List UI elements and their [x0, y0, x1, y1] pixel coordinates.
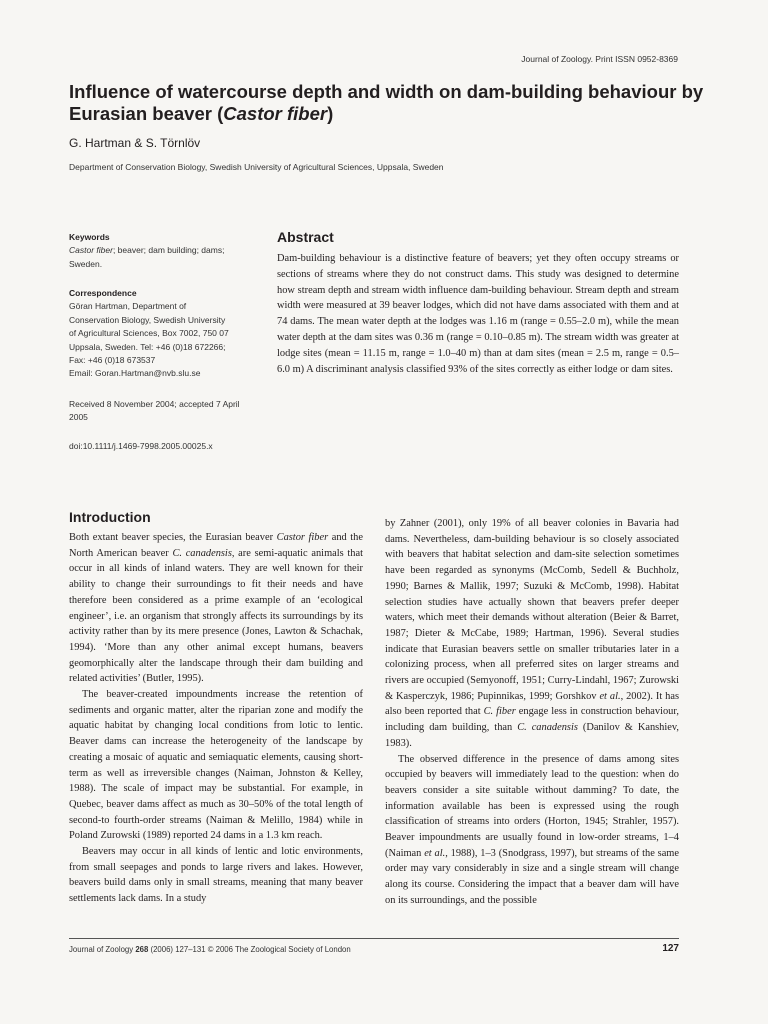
footer-journal: Journal of Zoology	[69, 945, 136, 954]
correspondence-block	[69, 287, 254, 381]
text-run: The observed difference in the presence of dams among sites occupied by beavers will immediately lead to the question: when do beavers consider a site suitable without damming? To date, the information available has been is expressed using the rough classification of streams into orders (Horton, 1945; Strahler, 1957). Beaver impoundments are usually found in low-order streams, 1–4 (Naiman	[385, 753, 679, 859]
correspondence-line: Göran Hartman, Department of	[69, 301, 187, 312]
text-run: (Danilov & Kanshiev, 1983).	[385, 722, 679, 749]
received-dates: Received 8 November 2004; accepted 7 April 2005	[69, 399, 240, 423]
text-run: , are semi-aquatic animals that occur in all kinds of inland waters. They are well known for their ability to change their surroundings to fit their needs and have therefore been considered as a prime example of an ‘ecological engineer’, i.e. an organism that strongly affects its surroundings by its activity rather than by its mere presence (Jones, Lawton & Schachak, 1994). ‘More than any other animal except humans, beavers geomorphically alter the landscape through their dam building and related activities’ (Butler, 1995).	[69, 547, 363, 685]
keywords-rest: ; beaver; dam building; dams; Sweden.	[69, 245, 225, 269]
text-run: Both extant beaver species, the Eurasian beaver	[69, 532, 277, 543]
correspondence-heading: Correspondence	[69, 288, 137, 298]
abstract-heading: Abstract	[277, 229, 334, 245]
correspondence-line: Uppsala, Sweden. Tel: +46 (0)18 672266;	[69, 341, 226, 352]
body-column-left	[69, 530, 363, 907]
correspondence-line: Fax: +46 (0)18 673537	[69, 355, 156, 366]
keywords-species: Castor fiber	[69, 245, 113, 256]
paper-title	[69, 81, 709, 125]
title-close: )	[327, 103, 334, 124]
text-run: and the North American beaver	[69, 532, 363, 559]
paragraph	[385, 516, 679, 752]
keywords-heading: Keywords	[69, 232, 110, 242]
italic-text: et al.	[424, 847, 446, 859]
journal-header: Journal of Zoology. Print ISSN 0952-8369	[521, 54, 678, 64]
paragraph: Beavers may occur in all kinds of lentic and lotic environments, from small seepages and ponds to large rivers and lakes. However, beavers build dams only in small streams, meaning that many beaver settlements lack dams. In a study	[69, 846, 363, 905]
affiliation: Department of Conservation Biology, Swedish University of Agricultural Sciences, Uppsala, Sweden	[69, 162, 444, 172]
footer-divider	[69, 938, 679, 939]
keywords-block	[69, 231, 254, 271]
species-name: C. canadensis	[172, 547, 232, 559]
species-name: C. fiber	[483, 706, 516, 718]
introduction-heading: Introduction	[69, 509, 151, 525]
paragraph	[69, 530, 363, 687]
abstract-text: Dam-building behaviour is a distinctive feature of beavers; yet they often occupy streams or sections of streams where they do not construct dams. This study was designed to determine how stream depth and stream width influence dam-building behaviour. Stream depth and stream width were measured at 39 beaver lodges, which did not have dams associated with them and at 74 dams. The mean water depth at the lodges was 1.16 m (range = 0.55–2.0 m), while the mean water depth at the dam sites was 0.36 m (range = 0.10–0.85 m). The stream width was greater at lodge sites (mean = 11.15 m, range = 1.0–40 m) than at dam sites (mean = 2.5 m, range = 0.5–6.0 m) A discriminant analysis classified 93% of the sites correctly as either lodge or dam sites.	[277, 253, 679, 375]
species-name: C. canadensis	[517, 722, 578, 734]
text-run: engage less in construction behaviour, including dam building, than	[385, 706, 679, 734]
text-run: , 1988), 1–3 (Snodgrass, 1997), but streams of the same order may vary considerably in size and a single stream will change along its course. Considering the impact that a beaver dam will have on its surroundings, and the possible	[385, 847, 679, 906]
species-name: Castor fiber	[276, 532, 329, 543]
authors: G. Hartman & S. Törnlöv	[69, 136, 201, 150]
body-column-right	[385, 516, 679, 909]
paragraph: The beaver-created impoundments increase the retention of sediments and organic matter, alter the riparian zone and modify the aquatic habitat by changing local conditions from lotic to lentic. Beaver dams can increase the heterogeneity of the landscape by creating a mosaic of aquatic and semiaquatic elements, causing short-term as well as irreversible changes (Naiman, Johnston & Kelley, 1988). The scale of impact may be substantial. For example, in Quebec, beaver dams affect as much as 30–50% of the total length of second-to fourth-order streams (Naiman & Melillo, 1984) while in Poland Zurowski (1989) reported 24 dams in a 1.3 km reach.	[69, 689, 363, 842]
email-link[interactable]: Email: Goran.Hartman@nvb.slu.se	[69, 368, 201, 379]
keywords-text	[69, 244, 254, 271]
italic-text: et al.	[599, 690, 621, 702]
correspondence-line: Conservation Biology, Swedish University	[69, 314, 226, 325]
footer-volume: 268	[135, 945, 149, 954]
title-species: Castor fiber	[223, 103, 328, 124]
title-main: Influence of watercourse depth and width on dam-building behaviour by Eurasian beaver (	[69, 81, 704, 124]
correspondence-line: of Agricultural Sciences, Box 7002, 750 07	[69, 328, 229, 339]
page-number: 127	[662, 943, 679, 954]
text-run: by Zahner (2001), only 19% of all beaver colonies in Bavaria had dams. Nevertheless, dam-building behaviour is so closely associated with beavers that habitat selection and dam-site selection sometimes have been regarded as synonyms (McComb, Sedell & Buchholz, 1990; Barnes & Mallik, 1997; Suzuki & McComb, 1998). Habitat selection studies have actually shown that beavers prefer deeper waters, which meet their demands without alteration (Beier & Barret, 1987; Dieter & McCabe, 1989; Hartman, 1996). Several studies indicate that Eurasian beavers settle on smaller tributaries later in a colonizing process, when all preferred sites on larger streams and rivers are occupied (Semyonoff, 1951; Curry-Lindahl, 1967; Zurowski & Kasperczyk, 1986; Pupinnikas, 1999; Gorshkov	[385, 518, 679, 702]
paragraph	[385, 752, 679, 909]
footer-citation	[69, 945, 351, 954]
footer-copyright: (2006) 127–131 © 2006 The Zoological Society of London	[148, 945, 351, 954]
text-run: , 2002). It has also been reported that	[385, 690, 679, 718]
doi-link[interactable]: doi:10.1111/j.1469-7998.2005.00025.x	[69, 441, 213, 451]
